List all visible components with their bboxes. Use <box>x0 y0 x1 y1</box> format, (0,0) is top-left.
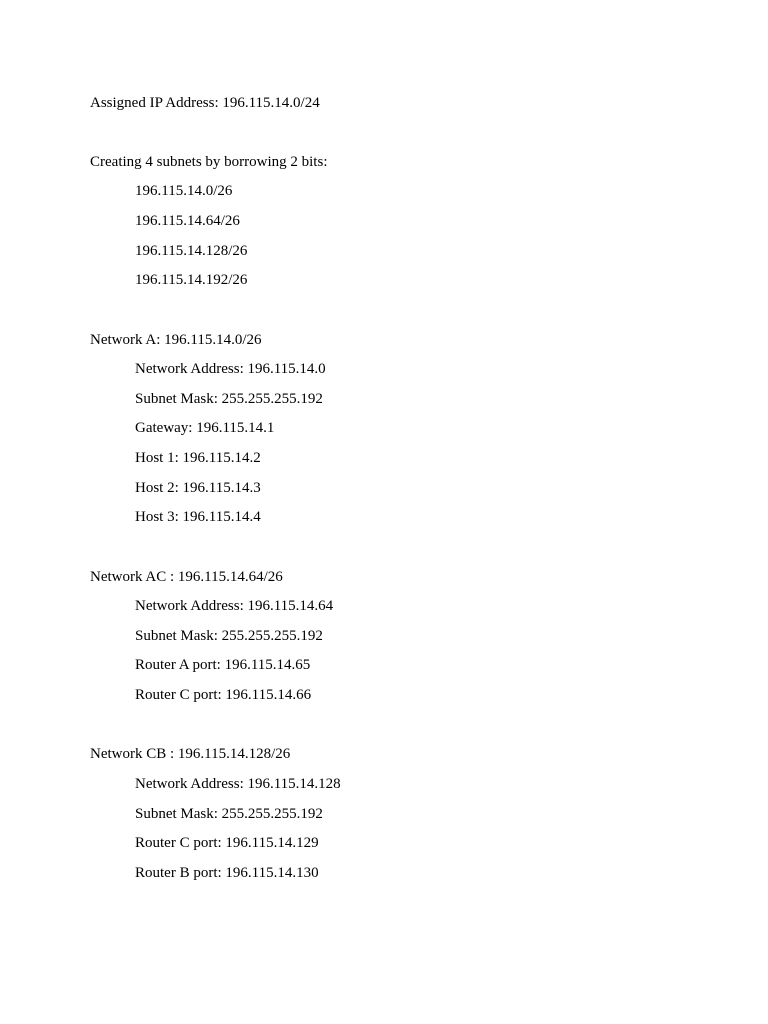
network-ac-item: Router A port: 196.115.14.65 <box>135 657 311 673</box>
network-cb-item: Router B port: 196.115.14.130 <box>135 865 319 881</box>
subnet-item: 196.115.14.192/26 <box>135 272 248 288</box>
assigned-ip-line: Assigned IP Address: 196.115.14.0/24 <box>90 95 320 111</box>
subnets-heading: Creating 4 subnets by borrowing 2 bits: <box>90 154 328 170</box>
network-a-item: Host 2: 196.115.14.3 <box>135 480 261 496</box>
network-a-item: Network Address: 196.115.14.0 <box>135 361 326 377</box>
subnet-item: 196.115.14.0/26 <box>135 183 233 199</box>
network-cb-item: Network Address: 196.115.14.128 <box>135 776 341 792</box>
network-ac-heading: Network AC : 196.115.14.64/26 <box>90 569 283 585</box>
network-ac-item: Subnet Mask: 255.255.255.192 <box>135 628 323 644</box>
network-ac-item: Router C port: 196.115.14.66 <box>135 687 312 703</box>
network-ac-item: Network Address: 196.115.14.64 <box>135 598 334 614</box>
network-a-item: Host 3: 196.115.14.4 <box>135 509 261 525</box>
network-a-item: Host 1: 196.115.14.2 <box>135 450 261 466</box>
subnet-item: 196.115.14.128/26 <box>135 243 248 259</box>
network-a-item: Subnet Mask: 255.255.255.192 <box>135 391 323 407</box>
subnet-item: 196.115.14.64/26 <box>135 213 240 229</box>
network-cb-item: Subnet Mask: 255.255.255.192 <box>135 806 323 822</box>
network-cb-heading: Network CB : 196.115.14.128/26 <box>90 746 291 762</box>
network-a-heading: Network A: 196.115.14.0/26 <box>90 332 262 348</box>
network-a-item: Gateway: 196.115.14.1 <box>135 420 275 436</box>
network-cb-item: Router C port: 196.115.14.129 <box>135 835 319 851</box>
